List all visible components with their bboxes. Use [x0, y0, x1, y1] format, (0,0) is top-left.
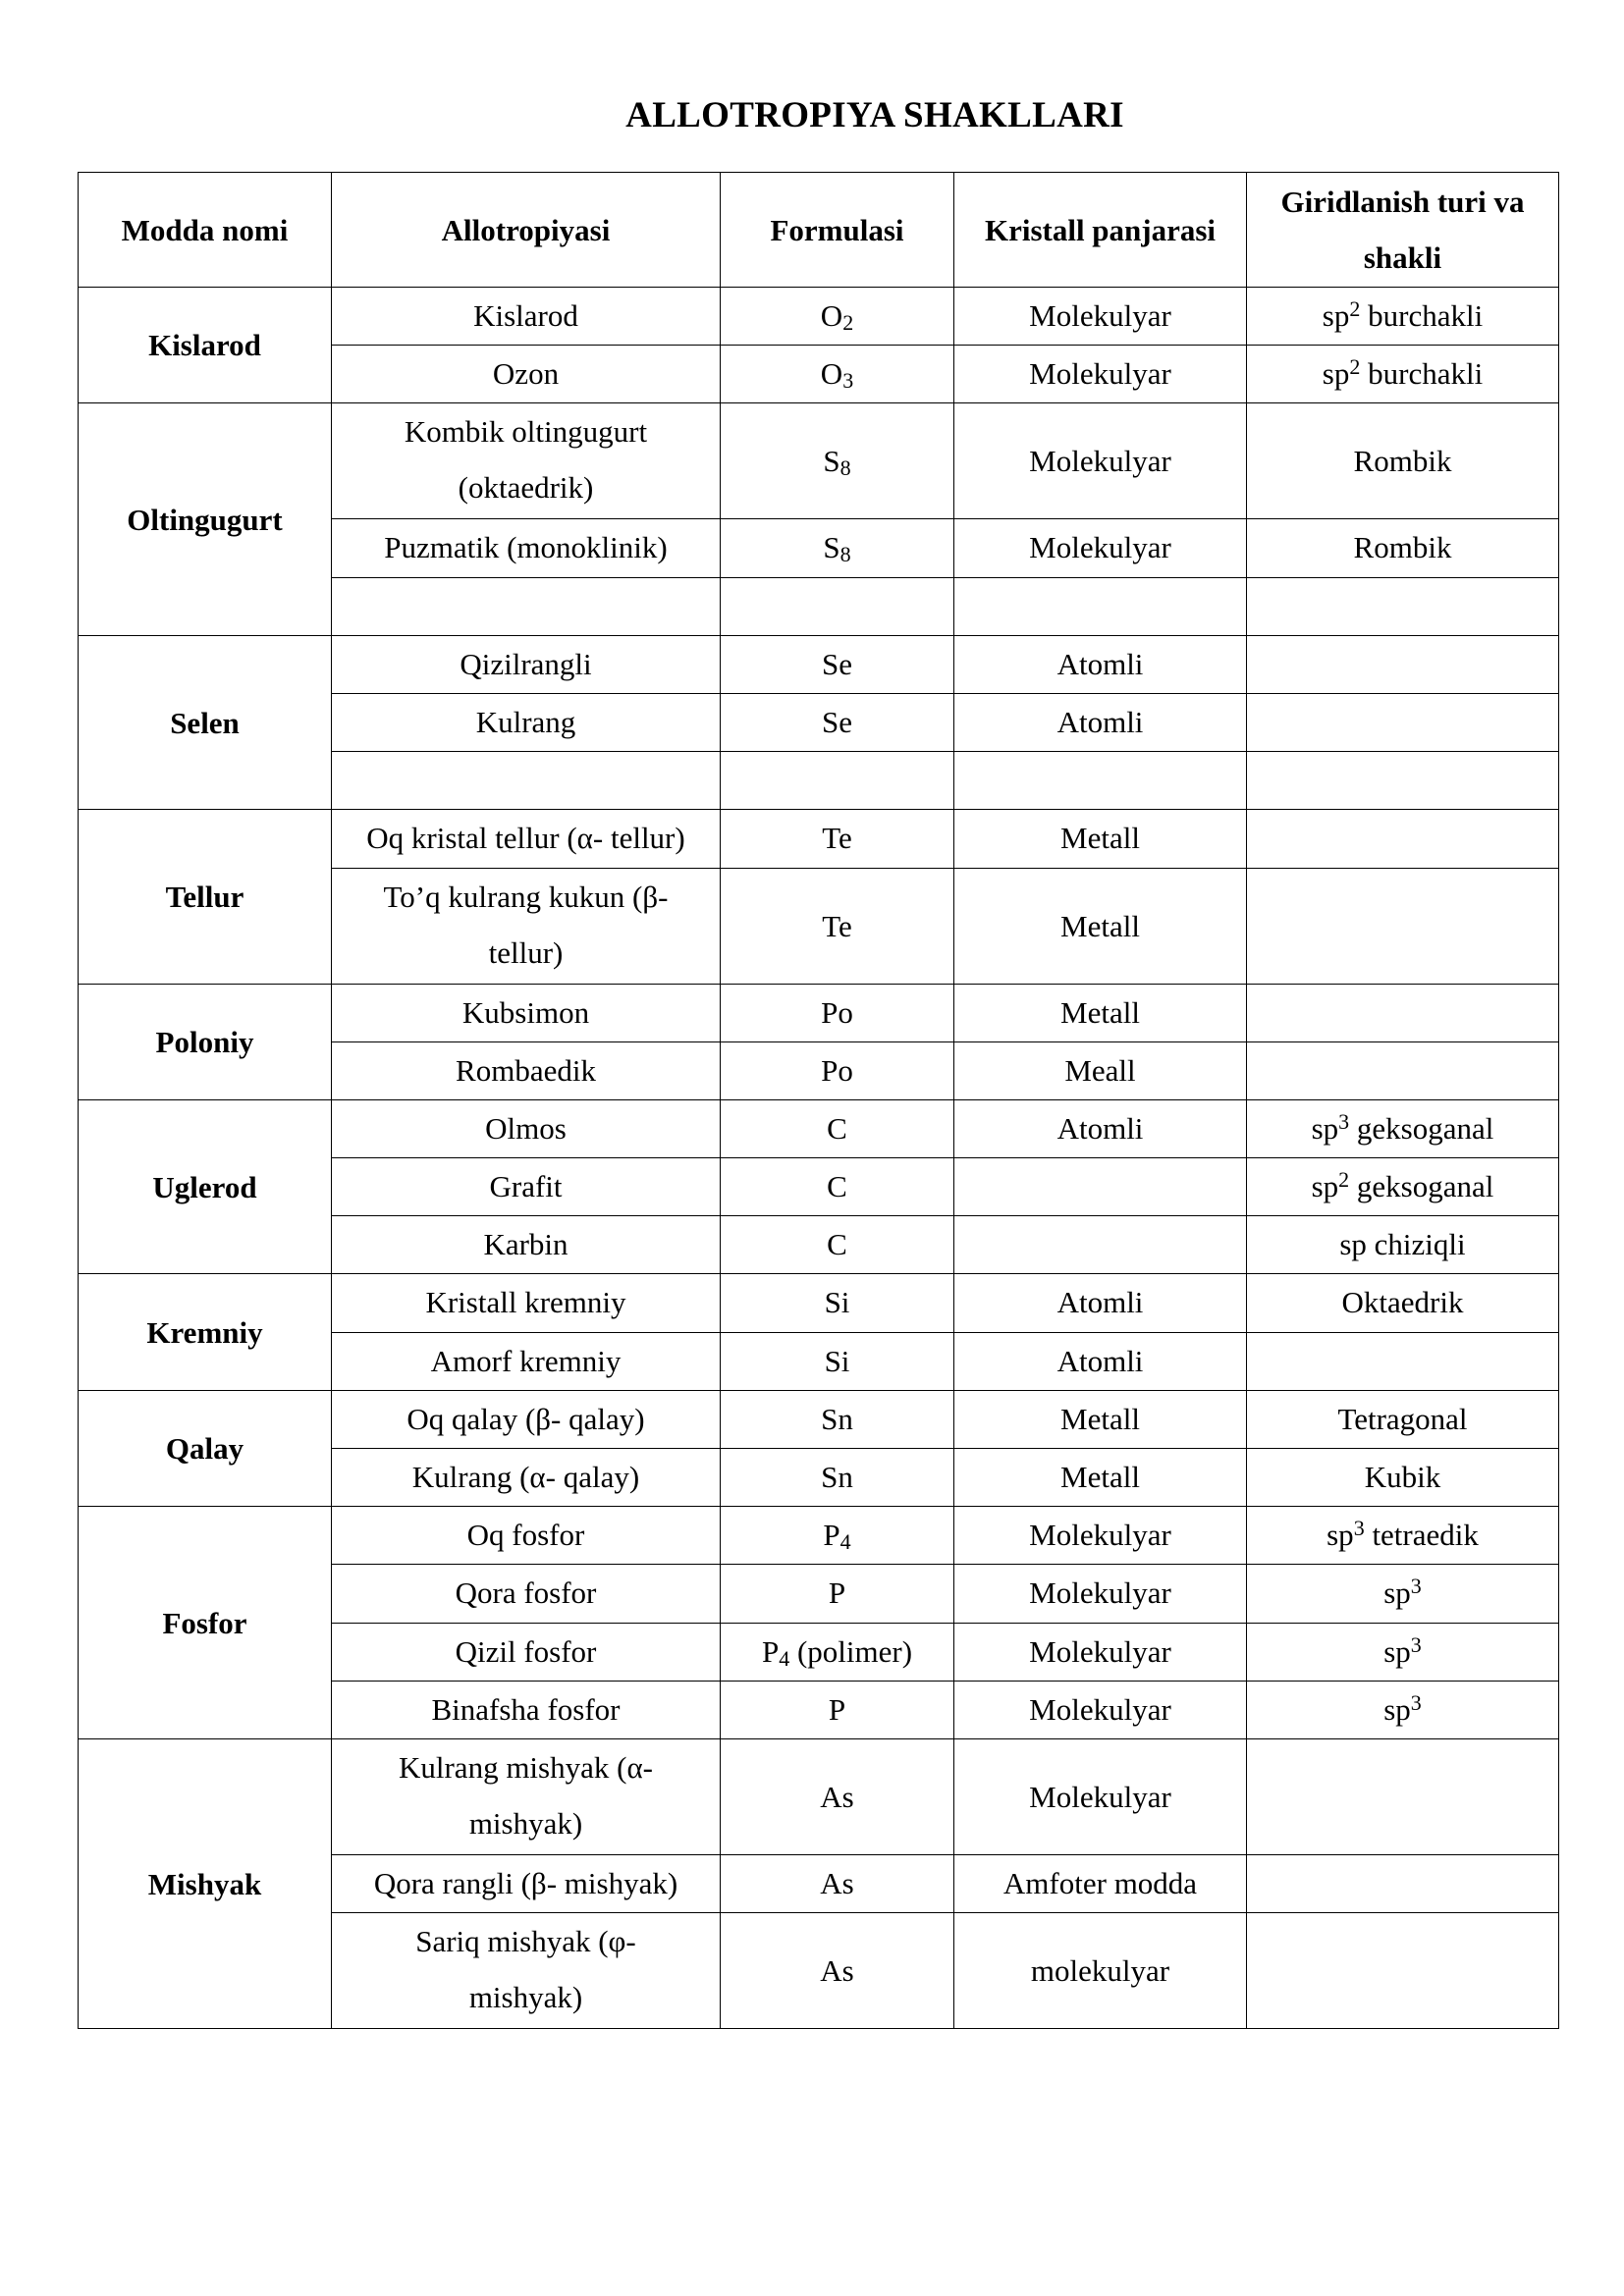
allotrope-cell — [332, 403, 721, 519]
hybrid-base: sp — [1311, 1110, 1339, 1146]
hybridization-cell — [1247, 1158, 1559, 1216]
lattice-cell: Molekulyar — [954, 403, 1247, 519]
formula-subscript: 4 — [839, 1529, 851, 1555]
hybridization-cell — [1247, 288, 1559, 346]
hybridization-cell — [1247, 810, 1559, 868]
allotrope-cell: Olmos — [332, 1099, 721, 1157]
empty-cell — [332, 752, 721, 810]
formula-cell — [721, 288, 954, 346]
allotrope-cell: Amorf kremniy — [332, 1332, 721, 1390]
header-lattice: Kristall panjarasi — [954, 173, 1247, 288]
formula-cell: Se — [721, 635, 954, 693]
lattice-cell: Atomli — [954, 693, 1247, 751]
formula-cell: As — [721, 1738, 954, 1854]
header-hybridization-line1: Giridlanish turi va — [1280, 185, 1525, 219]
allotrope-cell: Ozon — [332, 346, 721, 403]
lattice-cell: Atomli — [954, 635, 1247, 693]
allotrope-cell: Oq qalay (β- qalay) — [332, 1390, 721, 1448]
substance-name: Fosfor — [79, 1507, 332, 1739]
empty-cell — [954, 752, 1247, 810]
table-row — [79, 1099, 1559, 1157]
formula-note: (polimer) — [789, 1633, 913, 1669]
lattice-cell: Amfoter modda — [954, 1854, 1247, 1912]
lattice-cell: Molekulyar — [954, 1565, 1247, 1623]
formula-cell: As — [721, 1913, 954, 2029]
hybridization-cell — [1247, 1041, 1559, 1099]
hybrid-base: sp — [1322, 356, 1350, 392]
formula-cell: Si — [721, 1274, 954, 1332]
hybrid-superscript: 3 — [1410, 1574, 1422, 1599]
lattice-cell: Metall — [954, 1390, 1247, 1448]
lattice-cell: Molekulyar — [954, 1681, 1247, 1738]
allotrope-cell — [332, 868, 721, 984]
allotrope-line: Kombik oltingugurt — [404, 414, 648, 450]
hybridization-cell — [1247, 693, 1559, 751]
hybridization-cell — [1247, 1565, 1559, 1623]
formula-symbol: S — [823, 530, 840, 565]
hybridization-cell — [1247, 1099, 1559, 1157]
allotrope-cell: Oq fosfor — [332, 1507, 721, 1565]
allotrope-cell — [332, 1913, 721, 2029]
hybrid-superscript: 2 — [1338, 1167, 1350, 1193]
header-allotrope: Allotropiyasi — [332, 173, 721, 288]
hybridization-cell — [1247, 1738, 1559, 1854]
lattice-cell: Molekulyar — [954, 1507, 1247, 1565]
formula-cell: Te — [721, 810, 954, 868]
formula-cell: Po — [721, 984, 954, 1041]
allotrope-line: tellur) — [488, 934, 564, 970]
substance-name: Selen — [79, 635, 332, 810]
hybrid-superscript: 3 — [1410, 1631, 1422, 1657]
formula-symbol: O — [820, 356, 843, 392]
formula-cell: Te — [721, 868, 954, 984]
allotrope-cell: Kulrang — [332, 693, 721, 751]
hybrid-base: sp — [1326, 1518, 1354, 1553]
lattice-cell: Metall — [954, 1449, 1247, 1507]
formula-cell: Sn — [721, 1449, 954, 1507]
hybrid-base: sp — [1383, 1691, 1411, 1727]
lattice-cell: Molekulyar — [954, 346, 1247, 403]
hybrid-shape: tetraedik — [1364, 1518, 1479, 1553]
table-row — [79, 1274, 1559, 1332]
page-title: ALLOTROPIYA SHAKLLARI — [625, 95, 1124, 135]
allotrope-line: mishyak) — [468, 1980, 583, 2015]
hybrid-base: sp — [1383, 1633, 1411, 1669]
hybrid-shape: geksoganal — [1349, 1169, 1494, 1204]
allotrope-cell: Kristall kremniy — [332, 1274, 721, 1332]
allotrope-cell: Karbin — [332, 1216, 721, 1274]
hybrid-shape: geksoganal — [1349, 1110, 1494, 1146]
formula-subscript: 3 — [842, 368, 854, 394]
header-hybridization — [1247, 173, 1559, 288]
table-row — [79, 1390, 1559, 1448]
allotrope-cell: Grafit — [332, 1158, 721, 1216]
formula-subscript: 2 — [842, 310, 854, 335]
substance-name: Uglerod — [79, 1099, 332, 1274]
allotrope-cell: Kislarod — [332, 288, 721, 346]
formula-subscript: 8 — [839, 542, 851, 567]
allotrope-line: (oktaedrik) — [458, 470, 594, 506]
allotrope-cell: Kubsimon — [332, 984, 721, 1041]
allotrope-cell — [332, 1738, 721, 1854]
allotrope-line: mishyak) — [468, 1805, 583, 1841]
hybrid-base: sp — [1311, 1169, 1339, 1204]
formula-cell: C — [721, 1099, 954, 1157]
lattice-cell: Molekulyar — [954, 1623, 1247, 1681]
empty-cell — [954, 577, 1247, 635]
formula-cell: P — [721, 1681, 954, 1738]
table-row — [79, 984, 1559, 1041]
formula-subscript: 8 — [839, 455, 851, 481]
allotrope-cell: Oq kristal tellur (α- tellur) — [332, 810, 721, 868]
lattice-cell: Molekulyar — [954, 1738, 1247, 1854]
hybridization-cell: Kubik — [1247, 1449, 1559, 1507]
formula-cell: P — [721, 1565, 954, 1623]
lattice-cell — [954, 1216, 1247, 1274]
allotrope-cell: Qizilrangli — [332, 635, 721, 693]
formula-cell — [721, 346, 954, 403]
hybridization-cell: Oktaedrik — [1247, 1274, 1559, 1332]
table-row — [79, 810, 1559, 868]
empty-cell — [1247, 752, 1559, 810]
empty-cell — [1247, 577, 1559, 635]
substance-name: Oltingugurt — [79, 403, 332, 635]
empty-cell — [721, 577, 954, 635]
empty-cell — [332, 577, 721, 635]
hybridization-cell: sp chiziqli — [1247, 1216, 1559, 1274]
substance-name: Kremniy — [79, 1274, 332, 1390]
hybrid-superscript: 3 — [1410, 1689, 1422, 1715]
hybrid-superscript: 2 — [1349, 296, 1361, 321]
hybridization-cell — [1247, 984, 1559, 1041]
hybridization-cell — [1247, 346, 1559, 403]
lattice-cell: Molekulyar — [954, 288, 1247, 346]
substance-name: Poloniy — [79, 984, 332, 1099]
allotrope-line: Sariq mishyak (φ- — [415, 1924, 636, 1959]
hybridization-cell — [1247, 1507, 1559, 1565]
lattice-cell — [954, 1158, 1247, 1216]
lattice-cell: Molekulyar — [954, 519, 1247, 577]
formula-cell: Si — [721, 1332, 954, 1390]
table-row — [79, 635, 1559, 693]
allotrope-cell: Qizil fosfor — [332, 1623, 721, 1681]
formula-cell: Po — [721, 1041, 954, 1099]
substance-name: Mishyak — [79, 1738, 332, 2028]
hybridization-cell — [1247, 1913, 1559, 2029]
allotropy-table — [78, 172, 1559, 2029]
formula-symbol: S — [823, 444, 840, 479]
lattice-cell: Atomli — [954, 1274, 1247, 1332]
table-row — [79, 288, 1559, 346]
formula-symbol: O — [820, 298, 843, 333]
table-row — [79, 1738, 1559, 1854]
formula-cell — [721, 403, 954, 519]
allotrope-cell: Qora rangli (β- mishyak) — [332, 1854, 721, 1912]
substance-name: Kislarod — [79, 288, 332, 403]
formula-subscript: 4 — [779, 1645, 790, 1671]
hybridization-cell — [1247, 868, 1559, 984]
hybrid-superscript: 3 — [1338, 1108, 1350, 1134]
header-name: Modda nomi — [79, 173, 332, 288]
lattice-cell: Metall — [954, 810, 1247, 868]
allotrope-cell: Rombaedik — [332, 1041, 721, 1099]
formula-cell — [721, 1507, 954, 1565]
allotrope-line: To’q kulrang kukun (β- — [383, 879, 669, 914]
lattice-cell: Atomli — [954, 1332, 1247, 1390]
formula-symbol: P — [823, 1518, 840, 1553]
hybridization-cell — [1247, 1332, 1559, 1390]
formula-cell: Se — [721, 693, 954, 751]
formula-symbol: P — [761, 1633, 780, 1669]
hybridization-cell — [1247, 635, 1559, 693]
formula-cell: Sn — [721, 1390, 954, 1448]
header-hybridization-line2: shakli — [1363, 240, 1442, 275]
hybrid-base: sp — [1322, 298, 1350, 333]
substance-name: Tellur — [79, 810, 332, 984]
hybridization-cell: Tetragonal — [1247, 1390, 1559, 1448]
header-formula: Formulasi — [721, 173, 954, 288]
hybrid-shape: burchakli — [1360, 298, 1484, 333]
lattice-cell: molekulyar — [954, 1913, 1247, 2029]
substance-name: Qalay — [79, 1390, 332, 1506]
hybridization-cell: Rombik — [1247, 403, 1559, 519]
hybrid-base: sp — [1383, 1575, 1411, 1611]
table-row — [79, 403, 1559, 519]
hybridization-cell — [1247, 1681, 1559, 1738]
formula-cell: C — [721, 1216, 954, 1274]
formula-cell — [721, 1623, 954, 1681]
lattice-cell: Meall — [954, 1041, 1247, 1099]
allotrope-cell: Binafsha fosfor — [332, 1681, 721, 1738]
hybridization-cell — [1247, 1623, 1559, 1681]
hybridization-cell — [1247, 1854, 1559, 1912]
allotrope-cell: Puzmatik (monoklinik) — [332, 519, 721, 577]
hybridization-cell: Rombik — [1247, 519, 1559, 577]
hybrid-shape: burchakli — [1360, 356, 1484, 392]
table-row — [79, 1507, 1559, 1565]
hybrid-superscript: 2 — [1349, 354, 1361, 380]
allotrope-cell: Qora fosfor — [332, 1565, 721, 1623]
allotrope-line: Kulrang mishyak (α- — [398, 1749, 654, 1785]
formula-cell: As — [721, 1854, 954, 1912]
empty-cell — [721, 752, 954, 810]
formula-cell: C — [721, 1158, 954, 1216]
formula-cell — [721, 519, 954, 577]
header-row — [79, 173, 1559, 288]
lattice-cell: Atomli — [954, 1099, 1247, 1157]
lattice-cell: Metall — [954, 868, 1247, 984]
hybrid-superscript: 3 — [1353, 1516, 1365, 1541]
lattice-cell: Metall — [954, 984, 1247, 1041]
allotrope-cell: Kulrang (α- qalay) — [332, 1449, 721, 1507]
